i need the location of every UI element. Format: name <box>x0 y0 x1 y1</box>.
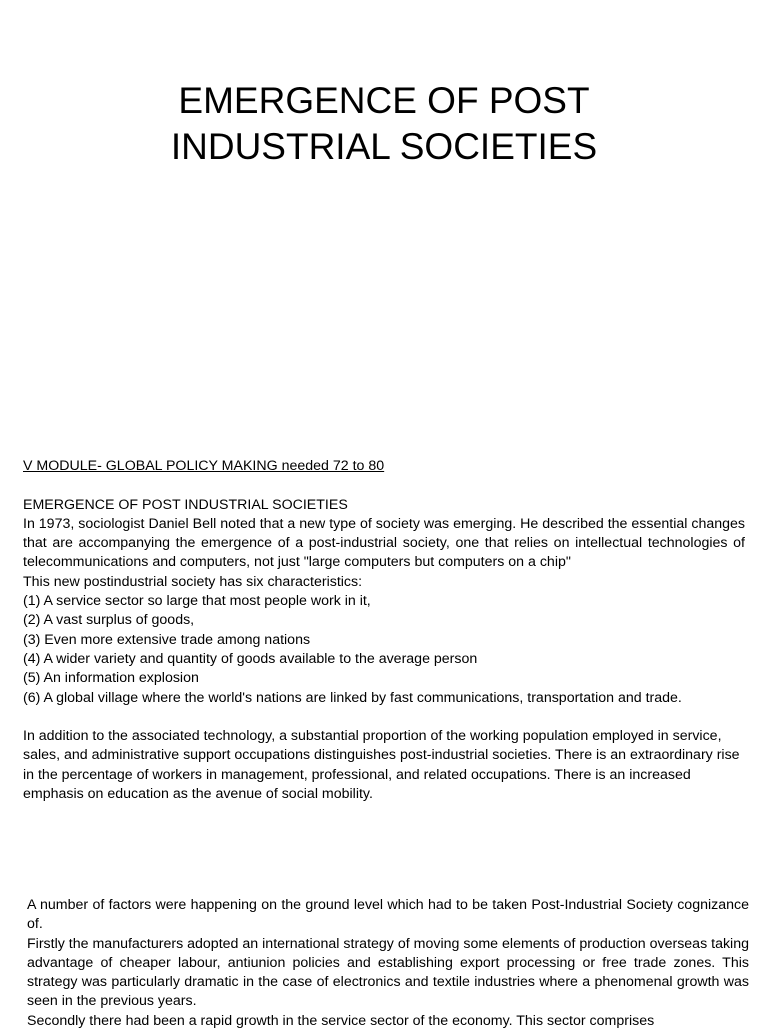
manufacturers-paragraph: Firstly the manufacturers adopted an international strategy of moving some elements of production overseas taking advantage of cheaper labour, antiunion policies and establishing export processing or free trade zones. This strategy was particularly dramatic in the case of electronics and textile industries where a phenomenal growth was seen in the previous years. <box>27 935 749 1010</box>
service-sector-paragraph: Secondly there had been a rapid growth in the service sector of the economy. This sector comprises <box>27 1012 655 1029</box>
factors-paragraph: A number of factors were happening on the ground level which had to be taken Post-Industrial Society cognizance of. <box>27 897 749 933</box>
characteristic-item: (2) A vast surplus of goods, <box>23 612 195 629</box>
characteristic-item: (5) An information explosion <box>23 670 199 687</box>
characteristic-item: (4) A wider variety and quantity of goods available to the average person <box>23 650 478 667</box>
section-heading: EMERGENCE OF POST INDUSTRIAL SOCIETIES <box>23 496 348 513</box>
characteristic-item: (3) Even more extensive trade among nations <box>23 631 311 648</box>
module-heading: V MODULE- GLOBAL POLICY MAKING needed 72 to 80 <box>23 458 385 474</box>
document-body <box>23 457 745 804</box>
title-block <box>0 78 768 170</box>
characteristic-item: (1) A service sector so large that most people work in it, <box>23 593 371 610</box>
document-body-continued <box>27 896 749 1031</box>
spacer <box>23 708 745 727</box>
spacer <box>23 476 745 495</box>
workforce-paragraph: In addition to the associated technology, a substantial proportion of the working population employed in service, sales, and administrative support occupations distinguishes post-industrial societies. There is an extraordinary rise in the percentage of workers in management, professional, and related occupations. There is an increased emphasis on education as the avenue of social mobility. <box>23 728 740 803</box>
page-title-line-2: INDUSTRIAL SOCIETIES <box>170 126 598 167</box>
page-title-line-1: EMERGENCE OF POST <box>178 80 590 121</box>
characteristics-lead: This new postindustrial society has six characteristics: <box>23 573 363 590</box>
intro-paragraph: In 1973, sociologist Daniel Bell noted that a new type of society was emerging. He described the essential changes that are accompanying the emergence of a post-industrial society, one that relies on intellectual technologies of telecommunications and computers, not just "large computers but computers on a chip" <box>23 515 745 571</box>
characteristic-item: (6) A global village where the world's nations are linked by fast communications, transportation and trade. <box>23 689 682 706</box>
